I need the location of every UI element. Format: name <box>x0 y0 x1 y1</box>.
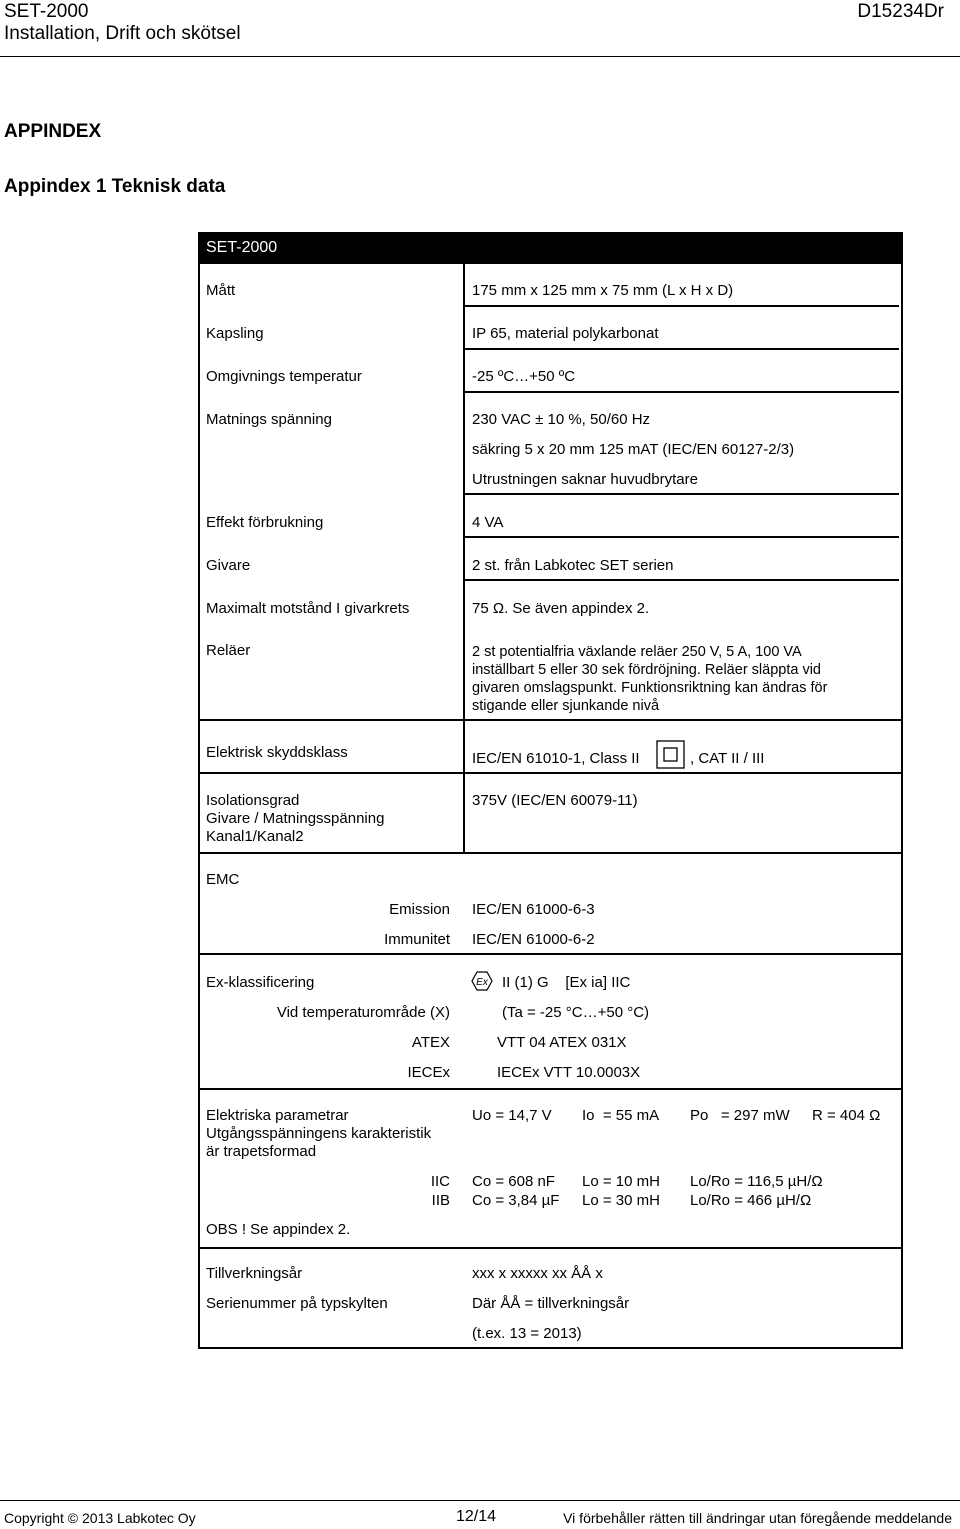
value-effekt: 4 VA <box>472 514 504 531</box>
footer-rights: Vi förbehåller rätten till ändringar utan föregående meddelande <box>563 1510 952 1526</box>
label-isolation-2: Givare / Matningsspänning <box>206 810 385 827</box>
label-isolation-1: Isolationsgrad <box>206 792 300 809</box>
value-iecex: IECEx VTT 10.0003X <box>497 1064 641 1081</box>
value-atex: VTT 04 ATEX 031X <box>497 1034 627 1051</box>
value-immunitet: IEC/EN 61000-6-2 <box>472 931 595 948</box>
label-ex: Ex-klassificering <box>206 974 315 991</box>
value-po: Po = 297 mW <box>690 1107 790 1124</box>
table-title: SET-2000 <box>206 239 278 256</box>
label-serienummer: Serienummer på typskylten <box>206 1295 388 1312</box>
table-title-bar <box>198 232 903 264</box>
value-matt: 175 mm x 125 mm x 75 mm (L x H x D) <box>472 282 734 299</box>
value-co-iic: Co = 608 nF <box>472 1173 555 1190</box>
value-relaer-4: stigande eller sjunkande nivå <box>472 698 660 714</box>
value-temperatur: -25 ºC…+50 ºC <box>472 368 576 385</box>
value-emission: IEC/EN 61000-6-3 <box>472 901 595 918</box>
class-ii-double-square-icon <box>656 740 686 770</box>
value-serial-example: (t.ex. 13 = 2013) <box>472 1325 582 1342</box>
value-matning-2: säkring 5 x 20 mm 125 mAT (IEC/EN 60127-2/3) <box>472 441 795 458</box>
label-skyddsklass: Elektrisk skyddsklass <box>206 744 348 761</box>
svg-text:Ex: Ex <box>476 977 488 988</box>
value-motstand: 75 Ω. Se även appindex 2. <box>472 600 650 617</box>
doc-title: SET-2000 <box>4 1 89 22</box>
value-relaer-3: givaren omslagspunkt. Funktionsriktning kan ändras för <box>472 680 828 696</box>
label-elparam-2: Utgångsspänningens karakteristik <box>206 1125 432 1142</box>
value-matning-1: 230 VAC ± 10 %, 50/60 Hz <box>472 411 651 428</box>
ex-hexagon-icon <box>471 971 493 991</box>
subsection-title: Appindex 1 Teknisk data <box>4 176 226 197</box>
value-loro-iic: Lo/Ro = 116,5 µH/Ω <box>690 1173 823 1190</box>
doc-subtitle: Installation, Drift och skötsel <box>4 23 241 44</box>
footer-divider <box>0 1500 960 1501</box>
value-skyddsklass-cat: , CAT II / III <box>690 750 765 767</box>
value-serial-format: xxx x xxxxx xx ÅÅ x <box>472 1265 603 1282</box>
label-givare: Givare <box>206 557 251 574</box>
value-relaer-2: inställbart 5 eller 30 sek fördröjning. Reläer släppta vid <box>472 662 821 678</box>
label-matt: Mått <box>206 282 236 299</box>
value-isolation: 375V (IEC/EN 60079-11) <box>472 792 638 809</box>
header-divider <box>0 56 960 57</box>
value-matning-3: Utrustningen saknar huvudbrytare <box>472 471 698 488</box>
value-relaer-1: 2 st potentialfria växlande reläer 250 V, 5 A, 100 VA <box>472 644 802 660</box>
value-ex-class: II (1) G [Ex ia] IIC <box>502 974 631 991</box>
label-ex-temp: Vid temperaturområde (X) <box>276 1004 450 1021</box>
label-tillverkningsar: Tillverkningsår <box>206 1265 303 1282</box>
footer-copyright: Copyright © 2013 Labkotec Oy <box>4 1510 196 1526</box>
section-title: APPINDEX <box>4 121 102 142</box>
label-elparam-3: är trapetsformad <box>206 1143 317 1160</box>
label-motstand: Maximalt motstånd I givarkrets <box>206 600 410 617</box>
value-loro-iib: Lo/Ro = 466 µH/Ω <box>690 1192 812 1209</box>
value-uo: Uo = 14,7 V <box>472 1107 552 1124</box>
label-temperatur: Omgivnings temperatur <box>206 368 362 385</box>
footer-page-number: 12/14 <box>456 1508 497 1525</box>
label-elparam-1: Elektriska parametrar <box>206 1107 349 1124</box>
label-matning: Matnings spänning <box>206 411 332 428</box>
value-givare: 2 st. från Labkotec SET serien <box>472 557 674 574</box>
label-kapsling: Kapsling <box>206 325 264 342</box>
label-isolation-3: Kanal1/Kanal2 <box>206 828 304 845</box>
label-iic: IIC <box>430 1173 450 1190</box>
label-emc: EMC <box>206 871 240 888</box>
value-lo-iib: Lo = 30 mH <box>582 1192 660 1209</box>
value-lo-iic: Lo = 10 mH <box>582 1173 660 1190</box>
label-relaer: Reläer <box>206 642 251 659</box>
label-immunitet: Immunitet <box>384 931 450 948</box>
value-serial-where: Där ÅÅ = tillverkningsår <box>472 1295 630 1312</box>
label-iecex: IECEx <box>407 1064 450 1081</box>
label-emission: Emission <box>389 901 450 918</box>
table-bottom <box>198 1347 903 1349</box>
label-atex: ATEX <box>411 1034 450 1051</box>
label-effekt: Effekt förbrukning <box>206 514 324 531</box>
value-r: R = 404 Ω <box>812 1107 881 1124</box>
doc-number: D15234Dr <box>857 1 944 22</box>
obs-note: OBS ! Se appindex 2. <box>206 1221 351 1238</box>
value-skyddsklass: IEC/EN 61010-1, Class II <box>472 750 640 767</box>
value-ex-temp: (Ta = -25 °C…+50 °C) <box>502 1004 650 1021</box>
value-co-iib: Co = 3,84 µF <box>472 1192 560 1209</box>
value-io: Io = 55 mA <box>582 1107 660 1124</box>
label-iib: IIB <box>431 1192 450 1209</box>
value-kapsling: IP 65, material polykarbonat <box>472 325 659 342</box>
